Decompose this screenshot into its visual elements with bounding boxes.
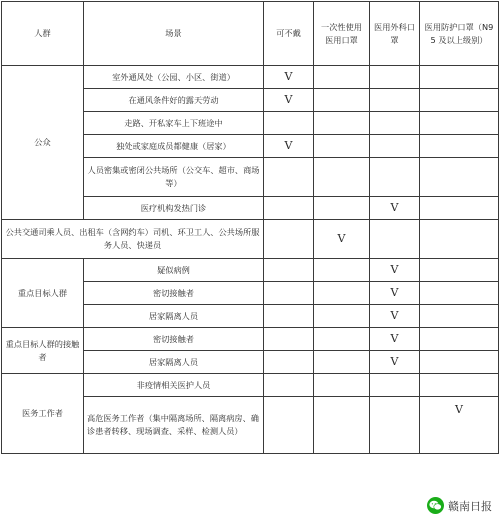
empty-cell bbox=[420, 351, 499, 374]
mark-surgical-mask: V bbox=[370, 197, 420, 220]
mark-no-mask: V bbox=[264, 135, 314, 158]
group-key-targets: 重点目标人群 bbox=[2, 259, 84, 328]
mark-surgical-mask: V bbox=[370, 305, 420, 328]
empty-cell bbox=[314, 328, 370, 351]
empty-cell bbox=[420, 135, 499, 158]
mark-surgical-mask: V bbox=[370, 328, 420, 351]
table-row bbox=[2, 374, 499, 397]
empty-cell bbox=[264, 328, 314, 351]
empty-cell bbox=[370, 158, 420, 197]
header-no-mask: 可不戴 bbox=[264, 2, 314, 66]
empty-cell bbox=[420, 259, 499, 282]
mark-surgical-mask: V bbox=[370, 351, 420, 374]
table-row bbox=[2, 259, 499, 282]
header-surgical-mask: 医用外科口罩 bbox=[370, 2, 420, 66]
table-row bbox=[2, 220, 499, 259]
empty-cell bbox=[420, 305, 499, 328]
empty-cell bbox=[264, 112, 314, 135]
watermark bbox=[424, 496, 495, 515]
empty-cell bbox=[420, 374, 499, 397]
table-row bbox=[2, 66, 499, 89]
scene-cell: 密切接触者 bbox=[84, 282, 264, 305]
header-row bbox=[2, 2, 499, 66]
group-medical: 医务工作者 bbox=[2, 374, 84, 454]
empty-cell bbox=[264, 305, 314, 328]
group-public: 公众 bbox=[2, 66, 84, 220]
empty-cell bbox=[370, 220, 420, 259]
empty-cell bbox=[420, 66, 499, 89]
scene-cell: 人员密集或密闭公共场所（公交车、超市、商场等） bbox=[84, 158, 264, 197]
mark-disposable-mask: V bbox=[314, 220, 370, 259]
empty-cell bbox=[314, 89, 370, 112]
empty-cell bbox=[264, 351, 314, 374]
scene-cell: 医疗机构发热门诊 bbox=[84, 197, 264, 220]
empty-cell bbox=[420, 197, 499, 220]
mark-surgical-mask: V bbox=[370, 259, 420, 282]
empty-cell bbox=[314, 259, 370, 282]
scene-cell: 疑似病例 bbox=[84, 259, 264, 282]
mask-guidance-table bbox=[1, 1, 499, 454]
empty-cell bbox=[264, 282, 314, 305]
scene-cell: 走路、开私家车上下班途中 bbox=[84, 112, 264, 135]
header-group: 人群 bbox=[2, 2, 84, 66]
group-transport-workers: 公共交通司乘人员、出租车（含网约车）司机、环卫工人、公共场所服务人员、快递员 bbox=[2, 220, 264, 259]
scene-cell: 室外通风处（公园、小区、街道） bbox=[84, 66, 264, 89]
scene-cell: 密切接触者 bbox=[84, 328, 264, 351]
mark-surgical-mask: V bbox=[370, 282, 420, 305]
scene-cell: 在通风条件好的露天劳动 bbox=[84, 89, 264, 112]
wechat-icon bbox=[427, 497, 444, 514]
empty-cell bbox=[264, 374, 314, 397]
header-scene: 场景 bbox=[84, 2, 264, 66]
empty-cell bbox=[264, 158, 314, 197]
empty-cell bbox=[314, 158, 370, 197]
empty-cell bbox=[314, 197, 370, 220]
empty-cell bbox=[264, 197, 314, 220]
empty-cell bbox=[264, 220, 314, 259]
scene-cell: 非疫情相关医护人员 bbox=[84, 374, 264, 397]
empty-cell bbox=[314, 374, 370, 397]
watermark-text: 赣南日报 bbox=[448, 499, 492, 513]
table-row bbox=[2, 328, 499, 351]
empty-cell bbox=[314, 112, 370, 135]
mark-no-mask: V bbox=[264, 89, 314, 112]
empty-cell bbox=[264, 397, 314, 454]
empty-cell bbox=[370, 135, 420, 158]
group-key-contacts: 重点目标人群的接触者 bbox=[2, 328, 84, 374]
empty-cell bbox=[420, 89, 499, 112]
mark-protective-mask: V bbox=[420, 397, 499, 454]
empty-cell bbox=[370, 89, 420, 112]
empty-cell bbox=[314, 351, 370, 374]
empty-cell bbox=[420, 328, 499, 351]
empty-cell bbox=[370, 66, 420, 89]
header-protective-mask: 医用防护口罩（N95 及以上级别） bbox=[420, 2, 499, 66]
empty-cell bbox=[314, 282, 370, 305]
empty-cell bbox=[314, 66, 370, 89]
empty-cell bbox=[314, 135, 370, 158]
empty-cell bbox=[264, 259, 314, 282]
empty-cell bbox=[314, 397, 370, 454]
scene-cell: 独处或家庭成员都健康（居家） bbox=[84, 135, 264, 158]
scene-cell: 居家隔离人员 bbox=[84, 305, 264, 328]
empty-cell bbox=[370, 397, 420, 454]
scene-cell: 居家隔离人员 bbox=[84, 351, 264, 374]
mark-no-mask: V bbox=[264, 66, 314, 89]
empty-cell bbox=[420, 112, 499, 135]
empty-cell bbox=[420, 282, 499, 305]
scene-cell: 高危医务工作者（集中隔离场所、隔离病房、确诊患者转移、现场调查、采样、检测人员） bbox=[84, 397, 264, 454]
empty-cell bbox=[370, 112, 420, 135]
empty-cell bbox=[314, 305, 370, 328]
empty-cell bbox=[370, 374, 420, 397]
empty-cell bbox=[420, 158, 499, 197]
empty-cell bbox=[420, 220, 499, 259]
header-disposable-mask: 一次性使用医用口罩 bbox=[314, 2, 370, 66]
